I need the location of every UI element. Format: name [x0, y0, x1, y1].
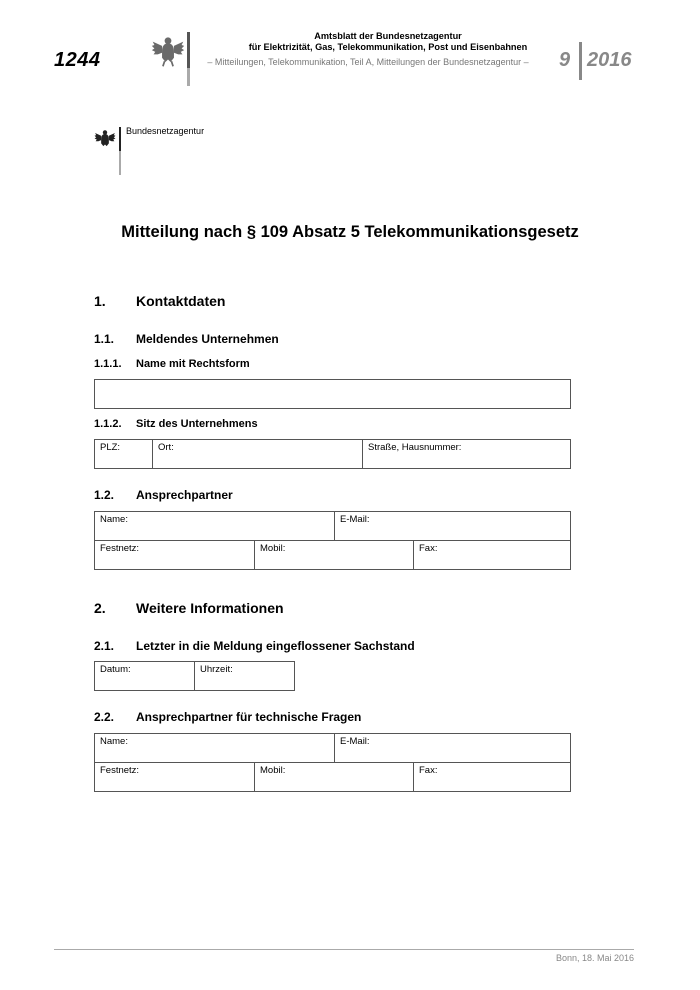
page-number: 1244	[54, 49, 101, 71]
name-label: Name:	[100, 514, 128, 525]
ort-label: Ort:	[158, 442, 174, 453]
time-label: Uhrzeit:	[200, 664, 233, 675]
landline-label: Festnetz:	[100, 765, 140, 776]
name-label: Name:	[100, 736, 128, 747]
issue-number: 9	[559, 49, 571, 71]
fax-field[interactable]	[414, 541, 570, 569]
agency-eagle-icon	[93, 128, 117, 150]
mobile-label: Mobil:	[260, 543, 286, 554]
date-field[interactable]	[95, 662, 194, 690]
company-address-table	[94, 439, 571, 469]
section-title: Kontaktdaten	[136, 293, 226, 309]
section-number: 2.1.	[94, 639, 115, 653]
footer-divider	[54, 949, 634, 950]
section-title: Weitere Informationen	[136, 600, 284, 616]
gazette-title	[200, 31, 576, 53]
federal-eagle-icon	[151, 34, 185, 68]
section-number: 1.1.1.	[94, 358, 122, 370]
section-title: Name mit Rechtsform	[136, 358, 250, 370]
plz-field[interactable]	[95, 440, 152, 468]
tech-landline-field[interactable]	[95, 763, 254, 791]
email-field[interactable]	[335, 512, 570, 540]
section-title: Ansprechpartner	[136, 488, 233, 502]
tech-fax-field[interactable]	[414, 763, 570, 791]
fax-label: Fax:	[419, 543, 438, 554]
fax-label: Fax:	[419, 765, 438, 776]
contact-person-table	[94, 511, 571, 570]
section-title: Letzter in die Meldung eingeflossener Sachstand	[136, 639, 415, 653]
tech-mobile-field[interactable]	[255, 763, 413, 791]
section-number: 2.2.	[94, 710, 115, 724]
ort-field[interactable]	[153, 440, 362, 468]
mobile-label: Mobil:	[260, 765, 286, 776]
status-datetime-table	[94, 661, 295, 691]
name-field[interactable]	[95, 512, 334, 540]
section-number: 1.1.	[94, 332, 115, 346]
issue-year: 2016	[587, 49, 632, 71]
footer-date: Bonn, 18. Mai 2016	[555, 953, 634, 963]
landline-label: Festnetz:	[100, 543, 140, 554]
date-label: Datum:	[100, 664, 131, 675]
time-field[interactable]	[195, 662, 294, 690]
tech-name-field[interactable]	[95, 734, 334, 762]
mobile-field[interactable]	[255, 541, 413, 569]
section-number: 1.1.2.	[94, 418, 122, 430]
section-number: 2.	[94, 600, 106, 616]
document-title: Mitteilung nach § 109 Absatz 5 Telekommunikationsgesetz	[121, 223, 579, 241]
gazette-title-line2: für Elektrizität, Gas, Telekommunikation, Post und Eisenbahnen	[248, 42, 528, 52]
street-label: Straße, Hausnummer:	[368, 442, 462, 453]
agency-name: Bundesnetzagentur	[126, 126, 205, 136]
section-number: 1.2.	[94, 488, 115, 502]
email-label: E-Mail:	[340, 514, 370, 525]
section-title: Meldendes Unternehmen	[136, 332, 279, 346]
technical-contact-table	[94, 733, 571, 792]
landline-field[interactable]	[95, 541, 254, 569]
street-field[interactable]	[363, 440, 570, 468]
company-name-field[interactable]	[94, 379, 571, 409]
email-label: E-Mail:	[340, 736, 370, 747]
issue-divider	[579, 42, 582, 80]
plz-label: PLZ:	[100, 442, 121, 453]
gazette-subtitle: – Mitteilungen, Telekommunikation, Teil A, Mitteilungen der Bundesnetzagentur –	[207, 57, 529, 67]
section-title: Sitz des Unternehmens	[136, 418, 258, 430]
header-divider	[187, 32, 190, 86]
tech-email-field[interactable]	[335, 734, 570, 762]
section-title: Ansprechpartner für technische Fragen	[136, 710, 362, 724]
agency-logo-divider	[119, 127, 121, 175]
gazette-title-line1: Amtsblatt der Bundesnetzagentur	[314, 31, 462, 41]
section-number: 1.	[94, 293, 106, 309]
